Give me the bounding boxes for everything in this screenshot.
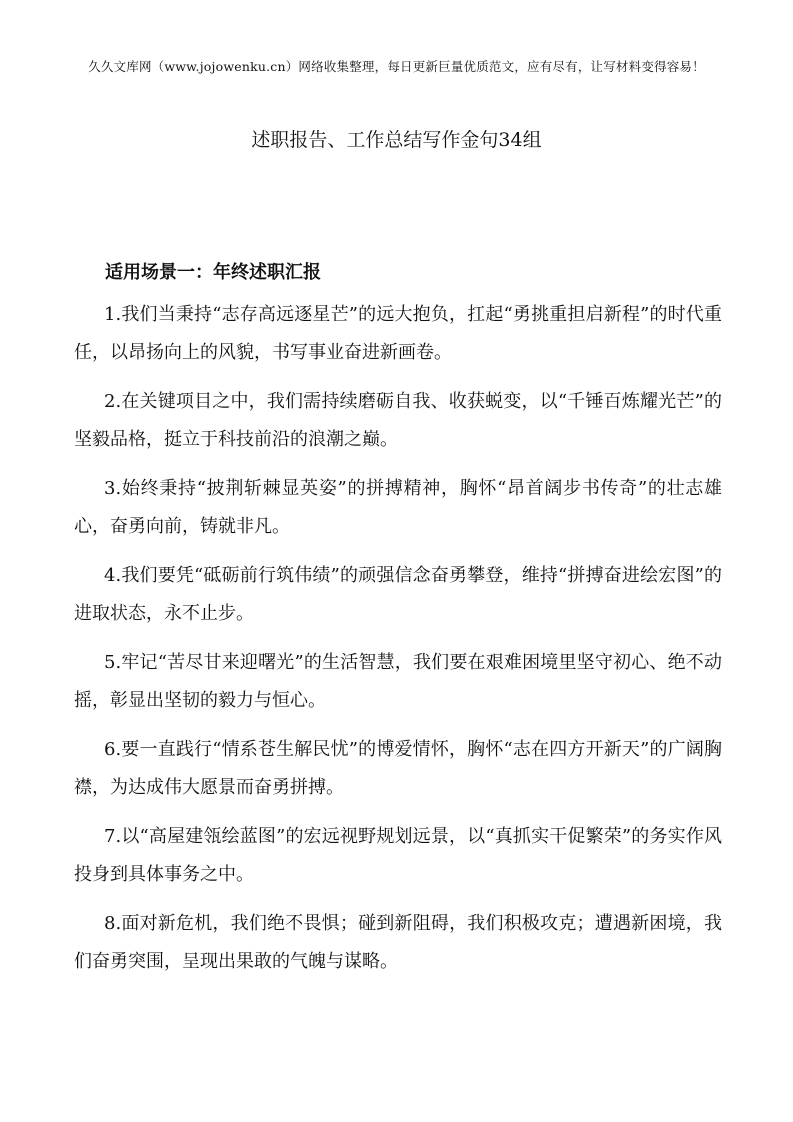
list-item: 7.以“高屋建瓴绘蓝图”的宏远视野规划远景，以“真抓实干促繁荣”的务实作风投身到具体事务之中。 [74, 826, 722, 885]
golden-sentence-list [74, 296, 722, 992]
list-item: 6.要一直践行“情系苍生解民忧”的博爱情怀，胸怀“志在四方开新天”的广阔胸襟，为达成伟大愿景而奋勇拼搏。 [74, 739, 722, 798]
list-item: 5.牢记“苦尽甘来迎曙光”的生活智慧，我们要在艰难困境里坚守初心、绝不动摇，彰显出坚韧的毅力与恒心。 [74, 652, 722, 711]
list-item: 8.面对新危机，我们绝不畏惧；碰到新阻碍，我们积极攻克；遭遇新困境，我们奋勇突围，呈现出果敢的气魄与谋略。 [74, 913, 722, 972]
list-item: 4.我们要凭“砥砺前行筑伟绩”的顽强信念奋勇攀登，维持“拼搏奋进绘宏图”的进取状态，永不止步。 [74, 565, 722, 624]
section-heading: 适用场景一：年终述职汇报 [105, 262, 321, 283]
list-item: 1.我们当秉持“志存高远逐星芒”的远大抱负，扛起“勇挑重担启新程”的时代重任，以昂扬向上的风貌，书写事业奋进新画卷。 [74, 304, 722, 363]
list-item: 3.始终秉持“披荆斩棘显英姿”的拼搏精神，胸怀“昂首阔步书传奇”的壮志雄心，奋勇向前，铸就非凡。 [74, 478, 722, 537]
website-header-note: 久久文库网（www.jojowenku.cn）网络收集整理，每日更新巨量优质范文，应有尽有，让写材料变得容易！ [88, 59, 705, 74]
document-title: 述职报告、工作总结写作金句34组 [251, 129, 542, 151]
list-item: 2.在关键项目之中，我们需持续磨砺自我、收获蜕变，以“千锤百炼耀光芒”的坚毅品格，挺立于科技前沿的浪潮之巅。 [74, 391, 722, 450]
